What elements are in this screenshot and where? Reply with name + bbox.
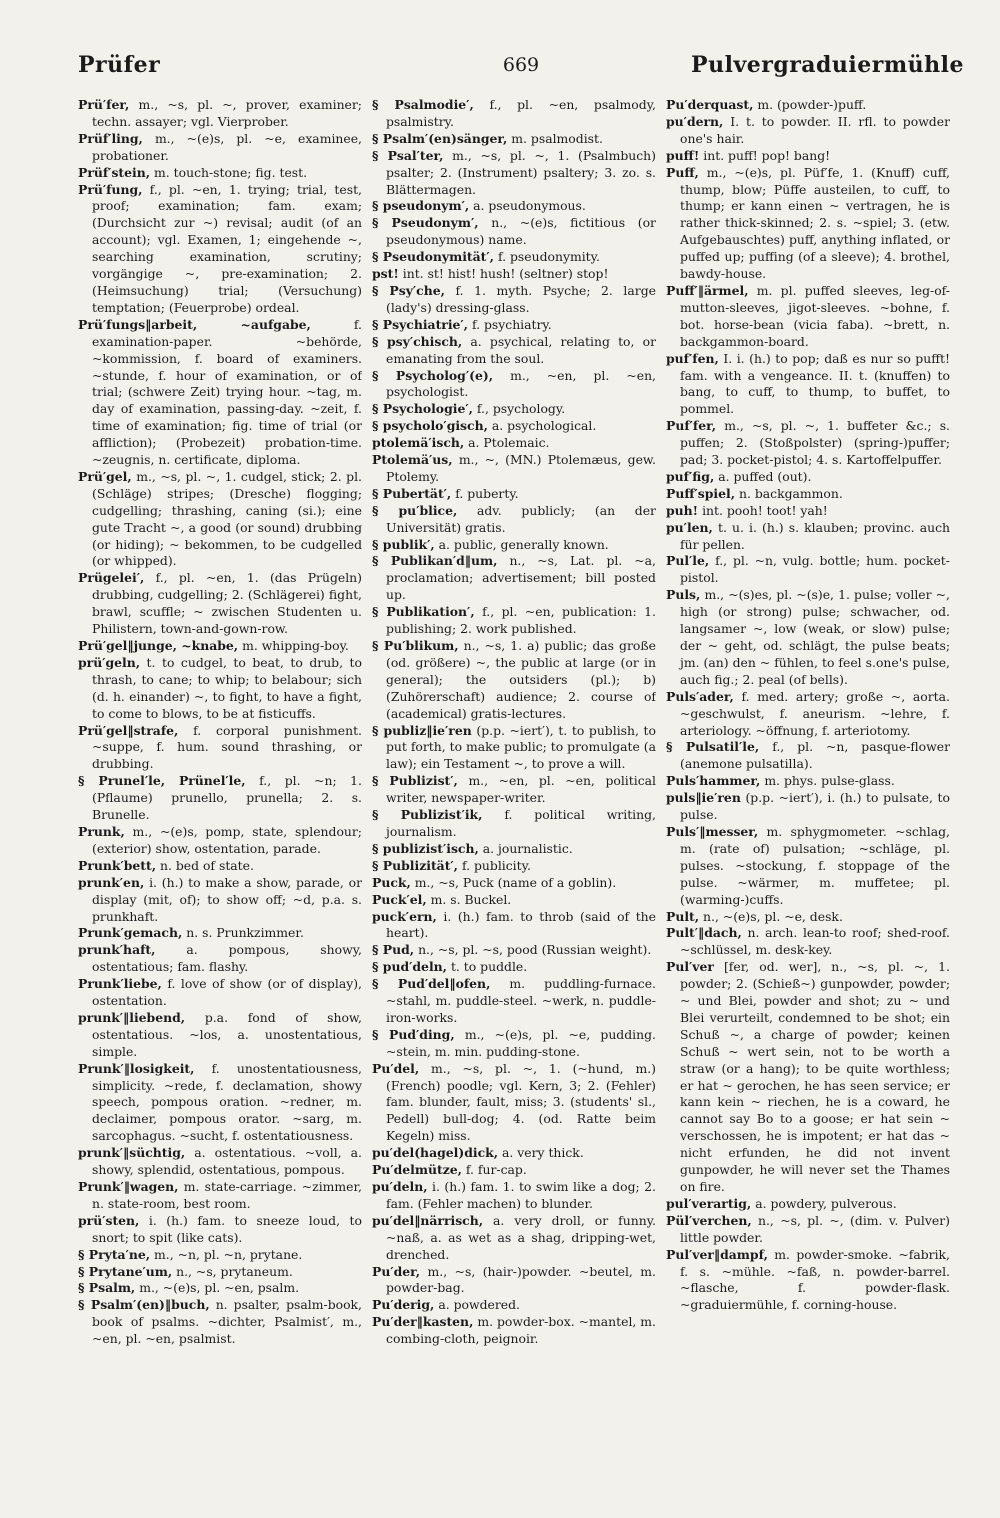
entry-headword: Prunk′bett, [78, 857, 157, 873]
dictionary-entry [666, 925, 950, 959]
entry-definition: a. public, generally known. [438, 536, 609, 552]
entry-headword: Prü′fung, [78, 181, 143, 197]
dictionary-entry [666, 773, 950, 790]
dictionary-entry [78, 1010, 362, 1061]
dictionary-entry [372, 401, 656, 418]
entry-headword: Prü′fungs‖arbeit, ~aufgabe, [78, 316, 311, 332]
dictionary-entry [78, 942, 362, 976]
entry-definition: f., pl. ~n; 1. (Pflaume) prunello, prunella; 2. s. Brunelle. [92, 773, 362, 823]
entry-headword: pu′len, [666, 519, 713, 535]
entry-headword: Prunk′‖wagen, [78, 1179, 179, 1194]
dictionary-entry [372, 638, 656, 723]
dictionary-entry [666, 148, 950, 165]
dictionary-entry [78, 317, 362, 469]
entry-definition: f. psychiatry. [471, 316, 552, 332]
dictionary-entry [78, 97, 362, 131]
entry-headword: Puf′fer, [666, 418, 717, 434]
entry-headword: § publiz‖ie′ren [372, 722, 472, 738]
entry-headword: § Pulsatil′le, [666, 739, 760, 755]
entry-headword: puf′fig, [666, 468, 715, 484]
dictionary-entry [666, 909, 950, 926]
entry-definition: m., ~(e)s, pl. ~e, pudding. ~stein, m. min. pudding-stone. [386, 1026, 656, 1059]
dictionary-entry [372, 841, 656, 858]
entry-headword: pu′del‖närrisch, [372, 1212, 484, 1228]
entry-headword: Pult, [666, 908, 700, 924]
dictionary-entry [78, 165, 362, 182]
dictionary-entry [372, 1264, 656, 1298]
entry-definition: p.a. fond of show, ostentatious. ~los, a. unostentatious, simple. [92, 1009, 362, 1059]
entry-definition: n., ~(e)s, fictitious (or pseudonymous) name. [386, 215, 656, 248]
dictionary-entry [372, 909, 656, 943]
dictionary-entry [372, 723, 656, 774]
entry-definition: n., ~s, pl. ~, (dim. v. Pulver) little powder. [680, 1212, 950, 1245]
entry-definition: f. corporal punishment. ~suppe, f. hum. sound thrashing, or drubbing. [92, 722, 362, 772]
entry-headword: § publik′, [372, 536, 435, 552]
dictionary-entry [666, 114, 950, 148]
column-left [78, 97, 362, 1427]
entry-headword: § Psalmodie′, [372, 97, 474, 112]
entry-definition: f. publicity. [461, 857, 531, 873]
dictionary-entry [78, 925, 362, 942]
entry-headword: § psycholo′gisch, [372, 418, 488, 434]
entry-headword: § Pseudonym′, [372, 215, 479, 231]
entry-definition: i. (h.) fam. to throb (said of the heart). [386, 908, 656, 941]
dictionary-entry [372, 334, 656, 368]
entry-definition: m., ~s, pl. ~, 1. cudgel, stick; 2. pl. (Schläge) stripes; (Dresche) flogging; cudgelling; thrashing, caning (si.); eine gute Tracht ~, a good (or sound) drubbing (or hiding); ~ bekommen, to be cudgelled (or whipped). [92, 468, 362, 569]
entry-definition: t. u. i. (h.) s. klauben; provinc. auch für pellen. [680, 519, 950, 552]
entry-definition: m. powder-smoke. ~fabrik, f. s. ~mühle. ~faß, n. powder-barrel. ~flasche, f. powder-flask. ~graduiermühle, f. corning-house. [680, 1246, 950, 1313]
entry-headword: § Pu′blikum, [372, 638, 459, 653]
dictionary-entry [372, 1213, 656, 1264]
entry-definition: m. (powder-)puff. [757, 97, 867, 112]
dictionary-entry [372, 1061, 656, 1146]
entry-headword: § Pubertät′, [372, 485, 452, 501]
dictionary-entry [666, 553, 950, 587]
entry-headword: Prü′gel‖strafe, [78, 722, 179, 738]
dictionary-entry [372, 1145, 656, 1162]
dictionary-entry [372, 283, 656, 317]
dictionary-entry [372, 1162, 656, 1179]
dictionary-entry [78, 182, 362, 317]
entry-definition: m., ~(e)s, pomp, state, splendour; (exterior) show, ostentation, parade. [92, 823, 362, 856]
entry-headword: § pud′deln, [372, 959, 447, 975]
entry-headword: Prunk′liebe, [78, 976, 162, 992]
dictionary-entry [372, 1297, 656, 1314]
dictionary-entry [372, 875, 656, 892]
dictionary-entry [372, 537, 656, 554]
entry-definition: n., ~(e)s, pl. ~e, desk. [703, 908, 843, 924]
entry-definition: m., ~(e)s, pl. ~e, examinee, probationer. [92, 130, 362, 163]
entry-headword: § Prunel′le, Prünel′le, [78, 773, 246, 789]
dictionary-entry [372, 892, 656, 909]
dictionary-entry [78, 1280, 362, 1297]
entry-definition: f. pseudonymity. [497, 249, 600, 265]
dictionary-entry [666, 283, 950, 351]
entry-definition: int. pooh! toot! yah! [702, 502, 828, 518]
dictionary-entry [372, 131, 656, 148]
entry-definition: int. st! hist! hush! (seltner) stop! [402, 266, 609, 282]
entry-headword: Pu′delmütze, [372, 1162, 462, 1178]
entry-headword: Prü′gel, [78, 468, 132, 484]
entry-headword: Pu′derig, [372, 1297, 435, 1313]
entry-definition: m., ~s, pl. ~, 1. (Psalmbuch) psalter; 2. (Instrument) psaltery; 3. zo. s. Blättermagen. [386, 147, 656, 197]
entry-headword: prü′geln, [78, 654, 141, 670]
entry-headword: Prüf′stein, [78, 164, 151, 180]
entry-headword: § Pud′del‖ofen, [372, 976, 491, 992]
entry-definition: m. s. Buckel. [430, 891, 512, 907]
entry-definition: m., ~s, pl. ~, 1. buffeter &c.; s. puffen; 2. (Stoßpolster) (spring-)puffer; pad; 3. pocket-pistol; 4. s. Kartoffelpuffer. [680, 418, 950, 468]
entry-headword: puls‖ie′ren [666, 790, 741, 806]
entry-definition: f., pl. ~n, vulg. bottle; hum. pocket-pistol. [680, 553, 950, 586]
entry-headword: Puls′‖messer, [666, 823, 759, 839]
dictionary-entry [372, 1314, 656, 1348]
entry-definition: a. powdery, pulverous. [755, 1195, 897, 1211]
dictionary-entry [372, 198, 656, 215]
entry-definition: i. (h.) fam. 1. to swim like a dog; 2. fam. (Fehler machen) to blunder. [386, 1179, 656, 1211]
entry-definition: f., pl. ~en, 1. trying; trial, test, proof; examination; fam. exam; (Durchsicht zur ~) revisal; audit (of an account); vgl. Examen, 1; eingehende ~, searching examination, scrutiny; vorgängige ~, pre-examination; 2. (Heimsuchung) trial; (Versuchung) temptation; (Feuerprobe) ordeal. [92, 181, 362, 315]
dictionary-entry [78, 655, 362, 723]
dictionary-entry [78, 858, 362, 875]
entry-headword: § Psalm, [78, 1280, 136, 1296]
entry-headword: § pu′blice, [372, 502, 458, 518]
entry-definition: i. (h.) to make a show, parade, or display (mit, of); to show off; ~d, p.a. s. prunkhaft. [92, 874, 362, 924]
entry-definition: n. backgammon. [738, 485, 843, 501]
dictionary-entry [666, 689, 950, 740]
dictionary-entry [666, 1196, 950, 1213]
entry-definition: f. med. artery; große ~, aorta. ~geschwulst, f. aneurism. ~lehre, f. arteriology. ~öffnung, f. arteriotomy. [680, 688, 950, 738]
entry-definition: f. political writing, journalism. [386, 807, 656, 839]
entry-definition: m., ~s, (hair-)powder. ~beutel, m. powder-bag. [386, 1263, 656, 1296]
dictionary-entry [78, 976, 362, 1010]
entry-definition: f. puberty. [455, 485, 519, 501]
dictionary-entry [666, 418, 950, 469]
entry-headword: § Prytane′um, [78, 1263, 173, 1279]
dictionary-entry [372, 148, 656, 199]
entry-definition: m., ~s, pl. ~, prover, examiner; techn. assayer; vgl. Vierprober. [92, 97, 362, 129]
dictionary-entry [666, 1213, 950, 1247]
entry-headword: ptolemä′isch, [372, 435, 465, 451]
dictionary-entry [78, 1264, 362, 1281]
dictionary-entry [666, 739, 950, 773]
dictionary-entry [372, 418, 656, 435]
entry-definition: f., pl. ~n, pasque-flower (anemone pulsatilla). [680, 739, 950, 772]
running-head-right: Pulvergraduiermühle [691, 52, 964, 78]
entry-headword: § Publizität′, [372, 857, 458, 873]
dictionary-entry [78, 570, 362, 638]
entry-headword: § Psycholog′(e), [372, 367, 494, 383]
entry-definition: f., psychology. [476, 401, 566, 417]
entry-definition: m. whipping-boy. [242, 638, 349, 653]
entry-definition: a. journalistic. [482, 840, 573, 856]
entry-headword: puh! [666, 502, 699, 518]
entry-definition: adv. publicly; (an der Universität) gratis. [386, 502, 656, 535]
dictionary-entry [372, 97, 656, 131]
entry-definition: f. 1. myth. Psyche; 2. large (lady's) dressing-glass. [386, 282, 656, 315]
entry-headword: Prunk, [78, 823, 125, 839]
dictionary-entry [666, 587, 950, 688]
page-number: 669 [502, 54, 540, 76]
dictionary-entry [372, 807, 656, 841]
dictionary-entry [666, 790, 950, 824]
entry-definition: m. pl. puffed sleeves, leg-of-mutton-sleeves, jigot-sleeves. ~bohne, f. bot. horse-bean (vicia faba). ~brett, n. backgammon-board. [680, 282, 950, 349]
entry-definition: m. puddling-furnace. ~stahl, m. puddle-steel. ~werk, n. puddle-iron-works. [386, 976, 656, 1025]
dictionary-entry [78, 1061, 362, 1146]
entry-definition: m. psalmodist. [511, 130, 603, 146]
entry-definition: n. arch. lean-to roof; shed-roof. ~schlüssel, m. desk-key. [680, 925, 950, 958]
entry-definition: n. s. Prunkzimmer. [186, 925, 304, 941]
dictionary-entry [78, 773, 362, 824]
entry-definition: m., ~(e)s, pl. Püf′fe, 1. (Knuff) cuff, thump, blow; Püffe austeilen, to cuff, to thump; er kann einen ~ vertragen, he is rather thick-skinned; 2. s. ~spiel; 3. (etw. Aufgebauschtes) puff, anything inflated, or puffed up; puffing (of a sleeve); 4. brothel, bawdy-house. [680, 164, 950, 282]
entry-definition: m. phys. pulse-glass. [764, 773, 895, 789]
dictionary-entry [666, 520, 950, 554]
entry-headword: Prü′fer, [78, 97, 130, 112]
dictionary-entry [372, 604, 656, 638]
entry-headword: Puff′spiel, [666, 485, 736, 501]
dictionary-entry [666, 824, 950, 909]
column-right [666, 97, 950, 1427]
entry-headword: § Psalm′(en)‖buch, [78, 1297, 210, 1313]
page-header [78, 52, 964, 92]
entry-headword: Prüf′ling, [78, 130, 143, 146]
entry-headword: prunk′en, [78, 874, 145, 890]
entry-headword: Pu′der‖kasten, [372, 1314, 474, 1330]
entry-definition: n., ~s, pl. ~s, pood (Russian weight). [418, 942, 652, 958]
entry-definition: f. love of show (or of display), ostentation. [92, 976, 362, 1009]
dictionary-entry [372, 452, 656, 486]
dictionary-entry [666, 165, 950, 283]
entry-headword: Prunk′‖losigkeit, [78, 1060, 195, 1076]
entry-headword: Pu′der, [372, 1263, 421, 1279]
dictionary-entry [666, 959, 950, 1196]
entry-headword: puff! [666, 147, 700, 163]
entry-headword: Pu′derquast, [666, 97, 754, 112]
entry-headword: Prü′gel‖junge, ~knabe, [78, 638, 239, 653]
entry-definition: f. examination-paper. ~behörde, ~kommission, f. board of examiners. ~stunde, f. hour of examination, or of trial; (schwere Zeit) trying hour. ~tag, m. day of examination, passing-day. ~zeit, f. time of examination; fig. time of trial (or affliction); (Probezeit) probation-time. ~zeugnis, n. certificate, diploma. [92, 316, 362, 468]
dictionary-entry [372, 959, 656, 976]
entry-headword: Pül′verchen, [666, 1212, 752, 1228]
entry-definition: f., pl. ~en, publication: 1. publishing; 2. work published. [386, 604, 656, 637]
entry-definition: f. fur-cap. [465, 1162, 527, 1178]
entry-headword: pu′dern, [666, 113, 724, 129]
entry-headword: Puff′‖ärmel, [666, 282, 749, 298]
entry-definition: m., ~en, pl. ~en, psychologist. [386, 367, 656, 400]
entry-definition: a. Ptolemaic. [468, 435, 550, 451]
entry-headword: § Psychologie′, [372, 401, 473, 417]
entry-definition: f. unostentatiousness, simplicity. ~rede, f. declamation, showy speech, pompous oration. ~redner, m. declaimer, pompous orator. ~sarg, m. sarcophagus. ~sucht, f. ostentatiousness. [92, 1060, 362, 1144]
entry-definition: m. sphygmometer. ~schlag, m. (rate of) pulsation; ~schläge, pl. pulses. ~stockung, f. stoppage of the pulse. ~wärmer, m. muffetee; pl. (warming-)cuffs. [680, 823, 950, 907]
entry-headword: § Publizist′, [372, 773, 458, 789]
entry-headword: § Pud, [372, 942, 415, 958]
entry-headword: pst! [372, 266, 399, 282]
entry-headword: § Publikation′, [372, 604, 475, 620]
entry-headword: Puls, [666, 587, 701, 603]
dictionary-entry [666, 351, 950, 419]
entry-headword: prunk′haft, [78, 942, 156, 958]
entry-headword: Prügelei′, [78, 570, 145, 586]
entry-headword: pu′del(hagel)dick, [372, 1145, 499, 1161]
entry-headword: § Publizist′ik, [372, 807, 483, 823]
running-head-left: Prüfer [78, 52, 161, 78]
entry-definition: I. t. to powder. II. rfl. to powder one's hair. [680, 113, 950, 146]
entry-headword: Pu′del, [372, 1060, 420, 1076]
dictionary-entry [78, 1247, 362, 1264]
entry-headword: Prunk′gemach, [78, 925, 183, 941]
entry-headword: Puff, [666, 164, 699, 180]
dictionary-entry [372, 1027, 656, 1061]
dictionary-entry [372, 553, 656, 604]
entry-headword: § Pud′ding, [372, 1026, 455, 1042]
dictionary-entry [372, 215, 656, 249]
entry-definition: a. psychological. [491, 418, 597, 434]
entry-definition: m., ~, (MN.) Ptolemæus, gew. Ptolemy. [386, 452, 656, 484]
entry-headword: puf′fen, [666, 350, 719, 366]
dictionary-entry [666, 486, 950, 503]
dictionary-entry [78, 469, 362, 570]
entry-headword: Pul′ver [666, 959, 714, 975]
entry-definition: a. pompous, showy, ostentatious; fam. flashy. [92, 942, 362, 975]
entry-definition: t. to cudgel, to beat, to drub, to thrash, to cane; to whip; to belabour; sich (d. h. einander) ~, to fight, to have a fight, to come to blows, to be at fisticuffs. [92, 654, 362, 721]
dictionary-entry [372, 858, 656, 875]
entry-headword: § Psychiatrie′, [372, 316, 468, 332]
entry-definition: m. state-carriage. ~zimmer, n. state-room, best room. [92, 1179, 362, 1211]
entry-headword: § publizist′isch, [372, 840, 479, 856]
column-middle [372, 97, 656, 1427]
entry-definition: a. very thick. [501, 1145, 584, 1161]
entry-headword: pul′verartig, [666, 1195, 752, 1211]
entry-definition: i. (h.) fam. to sneeze loud, to snort; to spit (like cats). [92, 1212, 362, 1245]
entry-headword: Puls′ader, [666, 688, 734, 704]
entry-headword: § Publikan′d‖um, [372, 553, 498, 569]
dictionary-entry [78, 1179, 362, 1213]
dictionary-entry [372, 942, 656, 959]
entry-definition: f., pl. ~en, psalmody, psalmistry. [386, 97, 656, 129]
entry-headword: puck′ern, [372, 908, 437, 924]
entry-definition: (p.p. ~iert′), i. (h.) to pulsate, to pulse. [680, 790, 950, 823]
entry-definition: m., ~n, pl. ~n, prytane. [154, 1246, 303, 1262]
entry-headword: Puls′hammer, [666, 773, 761, 789]
entry-definition: m., ~s, pl. ~, 1. (~hund, m.) (French) poodle; vgl. Kern, 3; 2. (Fehler) fam. blunder, fault, miss; 3. (students' sl., Pedell) bull-dog; 4. (od. Ratte beim Kegeln) miss. [386, 1060, 656, 1144]
entry-headword: Ptolemä′us, [372, 452, 453, 468]
entry-definition: a. psychical, relating to, or emanating from the soul. [386, 333, 656, 366]
dictionary-entry [78, 875, 362, 926]
dictionary-entry [78, 638, 362, 655]
entry-headword: § psy′chisch, [372, 333, 463, 349]
entry-definition: (p.p. ~iert′), t. to publish, to put forth, to make public; to promulgate (a law); ein Testament ~, to prove a will. [386, 722, 656, 772]
dictionary-entry [666, 97, 950, 114]
dictionary-entry [372, 266, 656, 283]
entry-headword: prü′sten, [78, 1212, 140, 1228]
dictionary-entry [78, 1145, 362, 1179]
entry-definition: m., ~en, pl. ~en, political writer, newspaper-writer. [386, 773, 656, 806]
dictionary-entry [372, 1179, 656, 1213]
entry-headword: § pseudonym′, [372, 198, 470, 214]
dictionary-entry [372, 503, 656, 537]
entry-headword: § Psalm′(en)sänger, [372, 130, 508, 146]
entry-headword: § Psal′ter, [372, 147, 444, 163]
dictionary-columns [78, 97, 966, 1427]
dictionary-entry [78, 1213, 362, 1247]
entry-definition: n., ~s, 1. a) public; das große (od. größere) ~, the public at large (or in general); the outsiders (pl.); b) (Zuhörerschaft) audience; 2. course of (academical) gratis-lectures. [386, 638, 656, 721]
entry-headword: § Pseudonymität′, [372, 249, 494, 265]
entry-headword: Pul′ver‖dampf, [666, 1246, 768, 1262]
entry-headword: § Pryta′ne, [78, 1246, 151, 1262]
dictionary-entry [78, 1297, 362, 1348]
entry-headword: Puck, [372, 874, 411, 890]
dictionary-entry [666, 1247, 950, 1315]
dictionary-entry [372, 435, 656, 452]
entry-definition: a. very droll, or funny. ~naß, a. as wet as a shag, dripping-wet, drenched. [386, 1212, 656, 1262]
entry-headword: Puck′el, [372, 891, 427, 907]
entry-definition: a. puffed (out). [718, 468, 812, 484]
entry-definition: n. bed of state. [159, 857, 254, 873]
entry-headword: Pult′‖dach, [666, 925, 742, 941]
entry-headword: prunk′‖süchtig, [78, 1145, 186, 1161]
entry-definition: f., pl. ~en, 1. (das Prügeln) drubbing, cudgelling; 2. (Schlägerei) fight, brawl, scuffle; ~ zwischen Studenten u. Philistern, town-and-gown-row. [92, 570, 362, 637]
entry-definition: a. ostentatious. ~voll, a. showy, splendid, ostentatious, pompous. [92, 1145, 362, 1178]
entry-headword: Pul′le, [666, 553, 710, 569]
entry-headword: prunk′‖liebend, [78, 1009, 186, 1025]
entry-definition: a. powdered. [438, 1297, 520, 1313]
dictionary-entry [372, 976, 656, 1027]
dictionary-entry [78, 131, 362, 165]
dictionary-entry [78, 723, 362, 774]
dictionary-entry [372, 486, 656, 503]
entry-definition: m. powder-box. ~mantel, m. combing-cloth, peignoir. [386, 1314, 656, 1347]
dictionary-entry [372, 249, 656, 266]
entry-definition: [fer, od. wer], n., ~s, pl. ~, 1. powder; 2. (Schieß~) gunpowder, powder; ~ und Blei, powder and shot; zu ~ und Blei verurteilt, condemned to be shot; ein Schuß ~, a charge of powder; keinen Schuß ~ wert sein, not to be worth a straw (or a hang); to be quite worthless; er hat ~ gerochen, he has seen service; er kann kein ~ riechen, he is a coward, he cannot say Bo to a goose; er hat sein ~ verschossen, he is impotent; er hat das ~ nicht erfunden, he did not invent gunpowder, he will never set the Thames on fire. [680, 959, 950, 1194]
entry-definition: n., ~s, prytaneum. [176, 1263, 293, 1279]
dictionary-entry [372, 368, 656, 402]
entry-definition: I. i. (h.) to pop; daß es nur so pufft! fam. with a vengeance. II. t. (knuffen) to bang, to cuff, to thump, to buffet, to pommel. [680, 350, 950, 417]
entry-definition: m., ~(e)s, pl. ~en, psalm. [139, 1280, 300, 1296]
entry-definition: n., ~s, Lat. pl. ~a, proclamation; advertisement; bill posted up. [386, 553, 656, 603]
entry-definition: int. puff! pop! bang! [703, 147, 831, 163]
entry-definition: a. pseudonymous. [473, 198, 586, 214]
dictionary-entry [78, 824, 362, 858]
entry-definition: n. psalter, psalm-book, book of psalms. ~dichter, Psalmist′, m., ~en, pl. ~en, psalmist. [92, 1297, 362, 1347]
entry-definition: m., ~(s)es, pl. ~(s)e, 1. pulse; voller ~, high (or strong) pulse; schwacher, od. langsamer ~, low (weak, or slow) pulse; der ~ geht, od. schlägt, the pulse beats; jm. (an) den ~ fühlen, to feel s.one's pulse, auch fig.; 2. peal (of bells). [680, 587, 950, 687]
entry-definition: m., ~s, Puck (name of a goblin). [414, 874, 617, 890]
dictionary-entry [666, 503, 950, 520]
entry-definition: t. to puddle. [450, 959, 528, 975]
dictionary-entry [372, 317, 656, 334]
dictionary-entry [666, 469, 950, 486]
entry-headword: pu′deln, [372, 1179, 428, 1194]
dictionary-entry [372, 773, 656, 807]
entry-definition: m. touch-stone; fig. test. [154, 164, 308, 180]
entry-headword: § Psy′che, [372, 282, 445, 298]
